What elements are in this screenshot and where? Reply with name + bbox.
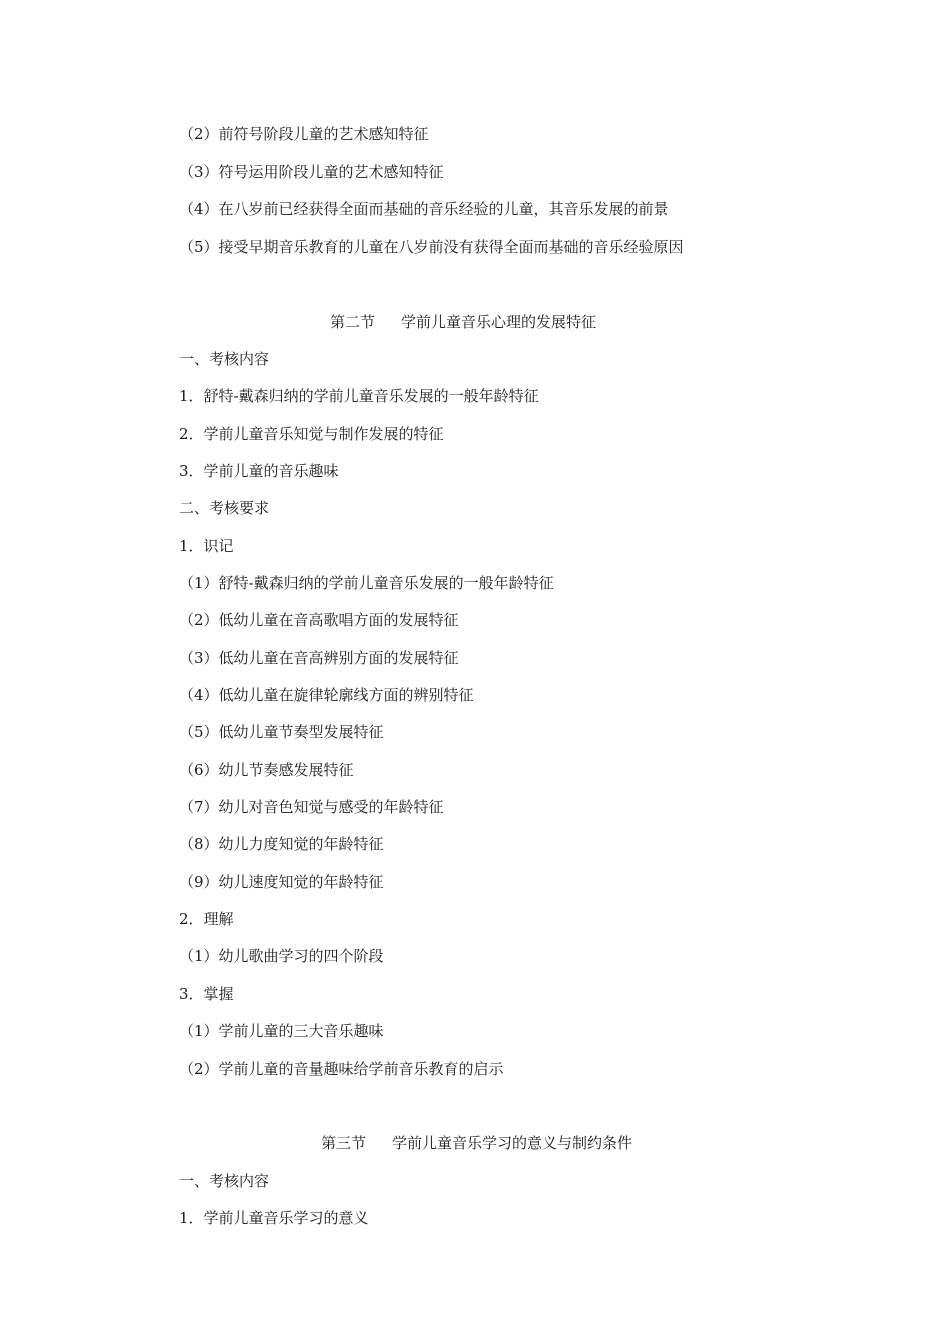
list-item: 1．学前儿童音乐学习的意义 (179, 1209, 369, 1227)
list-item: （5）接受早期音乐教育的儿童在八岁前没有获得全面而基础的音乐经验原因 (179, 238, 684, 256)
section-heading (321, 1133, 632, 1153)
category-heading: 1．识记 (179, 537, 234, 555)
list-item: （6）幼儿节奏感发展特征 (179, 761, 354, 779)
list-item: 3．学前儿童的音乐趣味 (179, 462, 339, 480)
list-item: （2）学前儿童的音量趣味给学前音乐教育的启示 (179, 1060, 504, 1078)
section-number: 第三节 (321, 1134, 367, 1152)
list-item: （2）前符号阶段儿童的艺术感知特征 (179, 125, 429, 143)
list-item: （4）在八岁前已经获得全面而基础的音乐经验的儿童，其音乐发展的前景 (179, 200, 669, 218)
list-item: （1）幼儿歌曲学习的四个阶段 (179, 947, 384, 965)
section-heading (330, 312, 596, 332)
list-item: （9）幼儿速度知觉的年龄特征 (179, 873, 384, 891)
list-item: （3）低幼儿童在音高辨别方面的发展特征 (179, 649, 459, 667)
list-item: 1．舒特-戴森归纳的学前儿童音乐发展的一般年龄特征 (179, 387, 539, 405)
list-item: （5）低幼儿童节奏型发展特征 (179, 723, 384, 741)
list-item: （1）舒特-戴森归纳的学前儿童音乐发展的一般年龄特征 (179, 574, 554, 592)
section-number: 第二节 (330, 313, 376, 331)
list-item: （3）符号运用阶段儿童的艺术感知特征 (179, 163, 444, 181)
subsection-heading: 一、考核内容 (179, 350, 270, 368)
list-item: （2）低幼儿童在音高歌唱方面的发展特征 (179, 611, 459, 629)
subsection-heading: 一、考核内容 (179, 1172, 270, 1190)
section-title: 学前儿童音乐心理的发展特征 (401, 313, 597, 331)
list-item: （1）学前儿童的三大音乐趣味 (179, 1022, 384, 1040)
subsection-heading: 二、考核要求 (179, 499, 270, 517)
category-heading: 3．掌握 (179, 985, 234, 1003)
list-item: 2．学前儿童音乐知觉与制作发展的特征 (179, 425, 444, 443)
list-item: （8）幼儿力度知觉的年龄特征 (179, 835, 384, 853)
section-title: 学前儿童音乐学习的意义与制约条件 (392, 1134, 633, 1152)
category-heading: 2．理解 (179, 910, 234, 928)
list-item: （7）幼儿对音色知觉与感受的年龄特征 (179, 798, 444, 816)
list-item: （4）低幼儿童在旋律轮廓线方面的辨别特征 (179, 686, 474, 704)
